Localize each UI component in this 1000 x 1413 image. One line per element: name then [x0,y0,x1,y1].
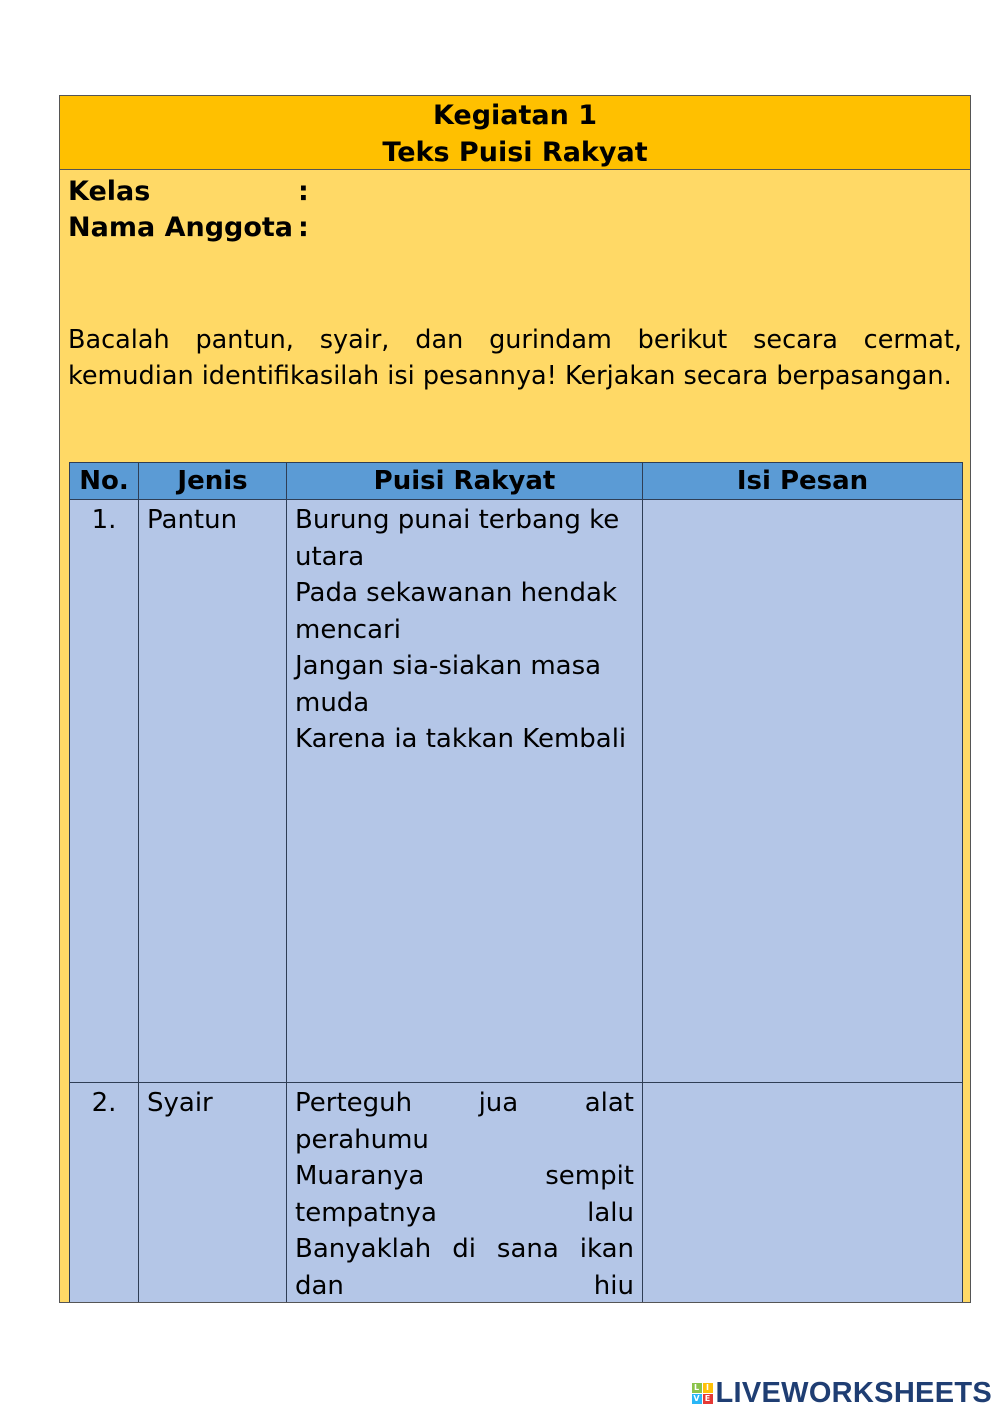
row-puisi [287,1083,643,1304]
poem-line: Banyaklah di sana ikan dan hiu [295,1234,634,1301]
activity-subtitle: Teks Puisi Rakyat [382,137,648,168]
liveworksheets-watermark [692,1377,993,1410]
col-header-puisi: Puisi Rakyat [287,463,643,500]
kelas-label: Kelas [68,176,151,207]
table-row [70,500,963,1083]
table-header-row [70,463,963,500]
nama-anggota-label: Nama Anggota [68,212,294,243]
isi-pesan-answer-cell[interactable] [643,1083,963,1304]
instruction-text: Bacalah pantun, syair, dan gurindam berikut secara cermat, kemudian identifikasilah isi pesannya! Kerjakan secara berpasangan. [68,325,962,391]
worksheet [59,95,971,1303]
activity-title: Kegiatan 1 [432,100,598,131]
info-section [60,170,970,246]
liveworksheets-logo-icon: L I V E [692,1383,713,1404]
nama-anggota-row [68,210,962,246]
col-header-isi-pesan: Isi Pesan [643,463,963,500]
title-band [60,96,970,170]
isi-pesan-answer-cell[interactable] [643,500,963,1083]
poem-line: Pada sekawanan hendak mencari [295,578,618,645]
kelas-colon: : [298,176,309,207]
row-no: 2. [70,1083,139,1304]
kelas-row [68,174,962,210]
poem-line: Karena ia takkan Kembali [295,724,627,754]
puisi-table [69,462,963,1303]
row-jenis: Pantun [139,500,287,1083]
row-no: 1. [70,500,139,1083]
poem-line: Jangan sia-siakan masa muda [295,651,602,718]
table-row [70,1083,963,1304]
nama-anggota-colon: : [298,212,309,243]
poem-line: Burung punai terbang ke utara [295,505,620,572]
col-header-no: No. [70,463,139,500]
watermark-text: LIVEWORKSHEETS [715,1377,992,1409]
poem-line: Muaranya sempit tempatnya lalu [295,1161,634,1228]
poem-line: Perteguh jua alat perahumu [295,1088,634,1155]
col-header-jenis: Jenis [139,463,287,500]
row-jenis: Syair [139,1083,287,1304]
row-puisi [287,500,643,1083]
